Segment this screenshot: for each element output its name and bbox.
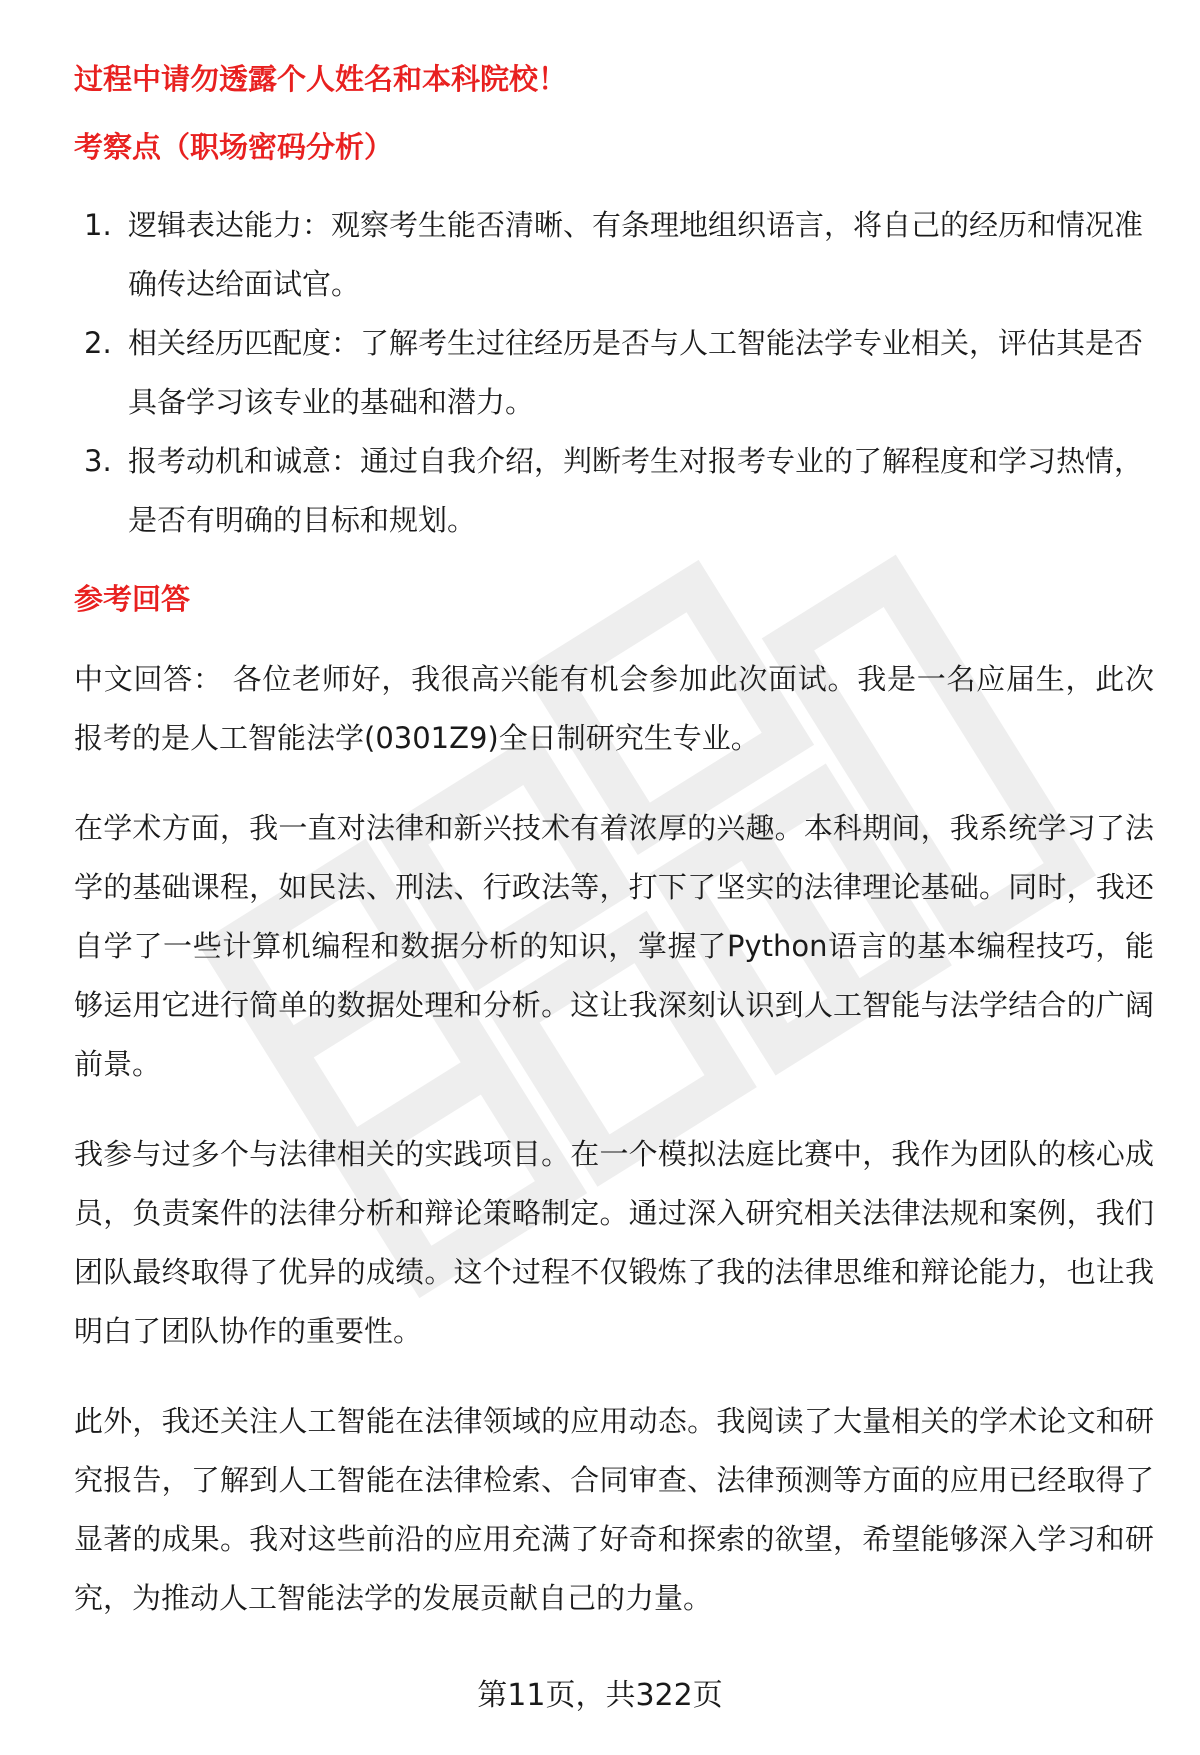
assessment-points-list [74, 196, 1154, 550]
point-number: 3. [84, 444, 112, 478]
answer-paragraph: 此外，我还关注人工智能在法律领域的应用动态。我阅读了大量相关的学术论文和研究报告，了解到人工智能在法律检索、合同审查、法律预测等方面的应用已经取得了显著的成果。我对这些前沿的应用充满了好奇和探索的欲望，希望能够深入学习和研究，为推动人工智能法学的发展贡献自己的力量。 [74, 1404, 1154, 1615]
page-number-footer: 第11页，共322页 [477, 1678, 723, 1713]
warning-heading: 过程中请勿透露个人姓名和本科院校！ [74, 62, 568, 96]
answer-heading: 参考回答 [74, 582, 191, 616]
assessment-point [74, 432, 1154, 550]
assessment-point [74, 196, 1154, 314]
point-text: 报考动机和诚意：通过自我介绍，判断考生对报考专业的了解程度和学习热情，是否有明确的目标和规划。 [128, 444, 1144, 537]
assessment-point [74, 314, 1154, 432]
answer-paragraph: 我参与过多个与法律相关的实践项目。在一个模拟法庭比赛中，我作为团队的核心成员，负责案件的法律分析和辩论策略制定。通过深入研究相关法律法规和案例，我们团队最终取得了优异的成绩。这个过程不仅锻炼了我的法律思维和辩论能力，也让我明白了团队协作的重要性。 [74, 1137, 1154, 1348]
point-number: 1. [84, 208, 112, 242]
document-content [74, 58, 1154, 1628]
point-text: 相关经历匹配度：了解考生过往经历是否与人工智能法学专业相关，评估其是否具备学习该专业的基础和潜力。 [128, 326, 1144, 419]
points-heading: 考察点（职场密码分析） [74, 130, 394, 164]
answer-paragraph: 中文回答： 各位老师好，我很高兴能有机会参加此次面试。我是一名应届生，此次报考的是人工智能法学(0301Z9)全日制研究生专业。 [74, 662, 1154, 755]
answer-paragraph: 在学术方面，我一直对法律和新兴技术有着浓厚的兴趣。本科期间，我系统学习了法学的基础课程，如民法、刑法、行政法等，打下了坚实的法律理论基础。同时，我还自学了一些计算机编程和数据分析的知识，掌握了Python语言的基本编程技巧，能够运用它进行简单的数据处理和分析。这让我深刻认识到人工智能与法学结合的广阔前景。 [74, 811, 1154, 1081]
point-text: 逻辑表达能力：观察考生能否清晰、有条理地组织语言，将自己的经历和情况准确传达给面试官。 [128, 208, 1144, 301]
point-number: 2. [84, 326, 112, 360]
